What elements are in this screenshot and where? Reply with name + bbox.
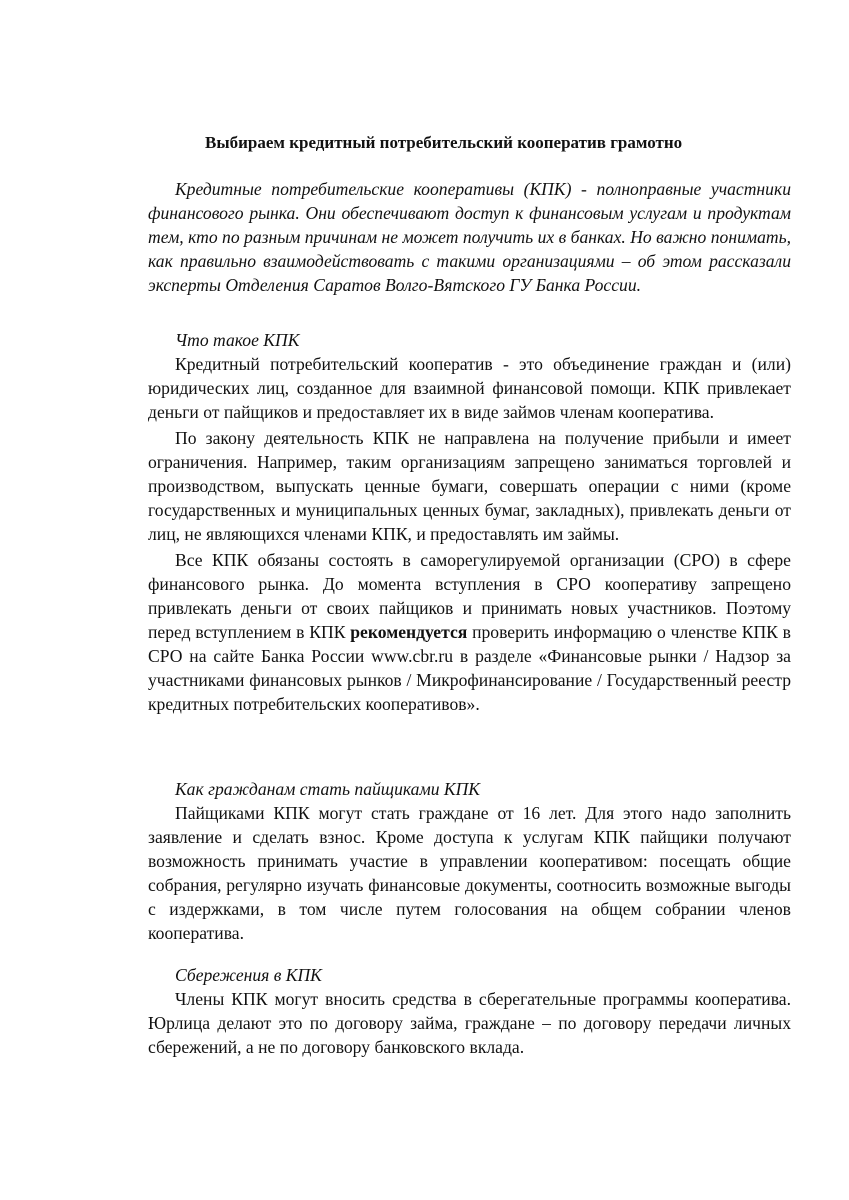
cbr-website-link[interactable]: www.cbr.ru [371, 646, 454, 666]
lead-paragraph: Кредитные потребительские кооперативы (КПК) - полноправные участники финансового рынка. Они обеспечивают доступ к финансовым услугам и продуктам тем, кто по разным причинам не может получить их в банках. Но важно понимать, как правильно взаимодействовать с такими организациями – об этом рассказали эксперты Отделения Саратов Волго-Вятского ГУ Банка России. [148, 179, 791, 295]
section-become-shareholder [148, 777, 791, 945]
section-heading: Что такое КПК [175, 330, 300, 350]
section-heading: Сбережения в КПК [175, 965, 322, 985]
sro-text-end: в разделе «Финансовые рынки / Надзор за участниками финансовых рынков / Микрофинансирование / Государственный реестр кредитных потребительских кооперативов». [148, 646, 791, 714]
body-paragraph: По закону деятельность КПК не направлена на получение прибыли и имеет ограничения. Например, таким организациям запрещено заниматься торговлей и производством, выпускать ценные бумаги, совершать операции с ними (кроме государственных и муниципальных ценных бумаг, закладных), привлекать деньги от лиц, не являющихся членами КПК, и предоставлять им займы. [148, 428, 791, 544]
sro-text-start: Все КПК обязаны состоять в саморегулируемой организации (СРО) в сфере финансового рынка. До момента вступления в СРО кооперативу запрещено привлекать деньги от своих пайщиков и принимать новых участников. Поэтому перед вступлением в КПК [148, 550, 791, 642]
section-savings [148, 963, 791, 1059]
body-paragraph: Кредитный потребительский кооператив - это объединение граждан и (или) юридических лиц, созданное для взаимной финансовой помощи. КПК привлекает деньги от пайщиков и предоставляет их в виде займов членам кооператива. [148, 354, 791, 422]
body-paragraph: Члены КПК могут вносить средства в сберегательные программы кооператива. Юрлица делают это по договору займа, граждане – по договору передачи личных сбережений, а не по договору банковского вклада. [148, 989, 791, 1057]
document-title: Выбираем кредитный потребительский кооператив грамотно [205, 133, 683, 152]
body-paragraph: Пайщиками КПК могут стать граждане от 16 лет. Для этого надо заполнить заявление и сделать взнос. Кроме доступа к услугам КПК пайщики получают возможность принимать участие в управлении кооперативом: посещать общие собрания, регулярно изучать финансовые документы, соотносить возможные выгоды с издержками, в том числе путем голосования на общем собрании членов кооператива. [148, 803, 791, 943]
section-heading: Как гражданам стать пайщиками КПК [175, 779, 480, 799]
section-what-is-kpk [148, 328, 791, 716]
body-paragraph-sro [148, 548, 791, 716]
emphasis-recommended: рекомендуется [350, 622, 468, 642]
sro-text-middle: проверить информацию о членстве КПК в СРО на сайте Банка России [148, 622, 791, 666]
